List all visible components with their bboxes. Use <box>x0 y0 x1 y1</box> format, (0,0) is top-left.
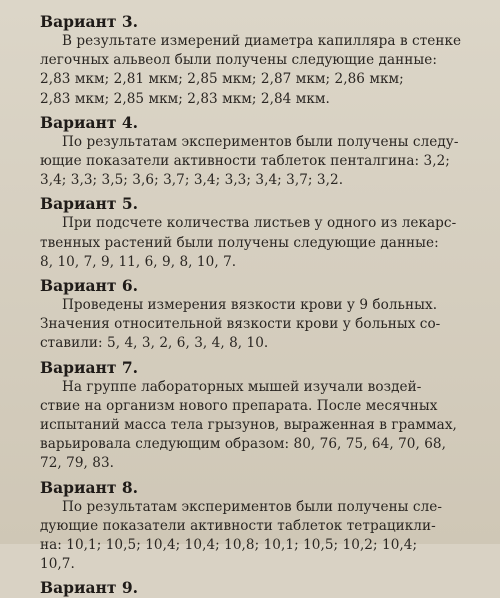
variant-3 <box>40 12 490 109</box>
variant-heading: Вариант 9. <box>40 578 139 598</box>
text-line: ствие на организм нового препарата. После месячных <box>40 397 438 414</box>
variant-text <box>40 498 490 575</box>
text-line: легочных альвеол были получены следующие данные: <box>40 52 437 69</box>
variant-heading: Вариант 8. <box>40 477 139 497</box>
text-line: Значения относительной вязкости крови у больных со- <box>40 316 441 333</box>
text-line: варьировала следующим образом: 80, 76, 75, 64, 70, 68, <box>40 436 446 453</box>
text-line: 10,7. <box>40 556 75 573</box>
variant-heading: Вариант 6. <box>40 276 139 296</box>
variant-5 <box>40 194 490 272</box>
text-line: на: 10,1; 10,5; 10,4; 10,4; 10,8; 10,1; 10,5; 10,2; 10,4; <box>40 537 418 554</box>
variant-text <box>40 296 490 354</box>
text-line: 2,83 мкм; 2,81 мкм; 2,85 мкм; 2,87 мкм; 2,86 мкм; <box>40 71 404 88</box>
variant-heading: Вариант 4. <box>40 112 139 132</box>
text-line: Проведены измерения вязкости крови у 9 больных. <box>62 297 438 314</box>
text-line: твенных растений были получены следующие данные: <box>40 234 439 251</box>
variant-6 <box>40 276 490 354</box>
text-line: 72, 79, 83. <box>40 455 115 472</box>
text-line: ставили: 5, 4, 3, 2, 6, 3, 4, 8, 10. <box>40 335 269 352</box>
text-line: На группе лабораторных мышей изучали воздей- <box>62 378 422 395</box>
text-line: 3,4; 3,3; 3,5; 3,6; 3,7; 3,4; 3,3; 3,4; 3,7; 3,2. <box>40 172 344 189</box>
variant-heading: Вариант 5. <box>40 194 139 214</box>
text-line: 8, 10, 7, 9, 11, 6, 9, 8, 10, 7. <box>40 253 237 270</box>
text-line: дующие показатели активности таблеток тетрацикли- <box>40 517 436 534</box>
text-line: испытаний масса тела грызунов, выраженная в граммах, <box>40 417 457 434</box>
variant-text <box>40 378 490 474</box>
variant-heading: Вариант 3. <box>40 12 139 31</box>
text-line: ющие показатели активности таблеток пенталгина: 3,2; <box>40 153 450 170</box>
variant-9 <box>40 578 490 598</box>
variant-text <box>40 214 490 272</box>
variant-heading: Вариант 7. <box>40 357 139 377</box>
variant-7 <box>40 358 490 474</box>
variant-text <box>40 133 490 191</box>
variant-4 <box>40 113 490 191</box>
text-line: По результатам экспериментов были получены следу- <box>62 133 459 150</box>
variant-text <box>40 32 490 109</box>
text-line: 2,83 мкм; 2,85 мкм; 2,83 мкм; 2,84 мкм. <box>40 90 330 107</box>
text-line: При подсчете количества листьев у одного из лекарс- <box>62 215 457 232</box>
text-line: В результате измерений диаметра капилляра в стенке <box>62 33 462 49</box>
text-line: По результатам экспериментов были получены сле- <box>62 498 443 515</box>
variant-8 <box>40 478 490 575</box>
